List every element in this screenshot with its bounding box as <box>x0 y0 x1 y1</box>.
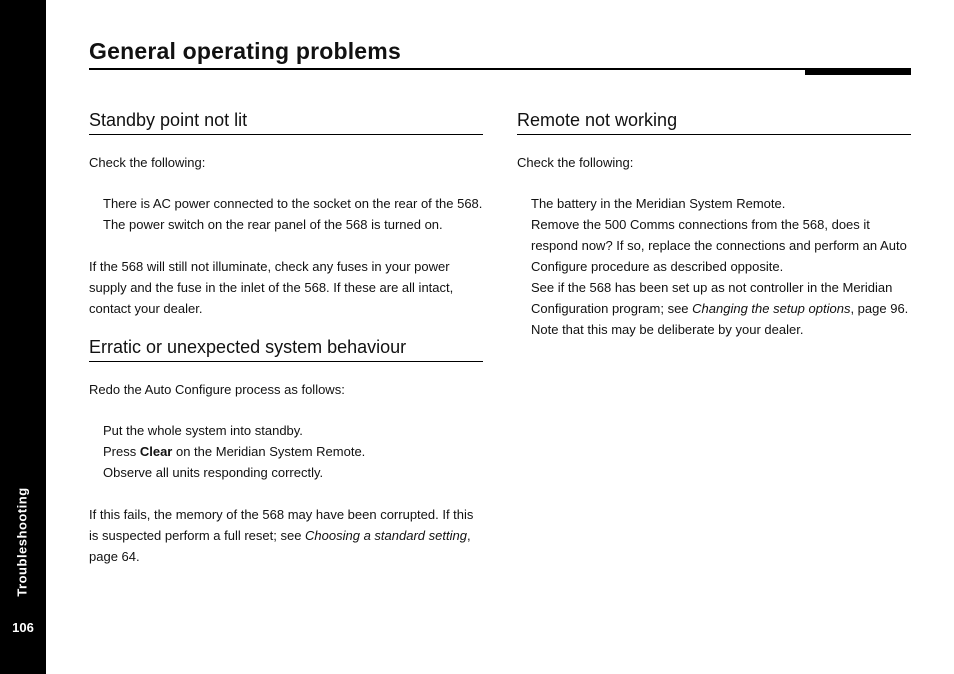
closing-text: , page 64. <box>89 528 471 564</box>
list-item <box>531 277 911 340</box>
clear-button-name: Clear <box>139 444 173 459</box>
erratic-intro: Redo the Auto Configure process as follows: <box>89 382 345 397</box>
list-item: Remove the 500 Comms connections from the 568, does it respond now? If so, replace the connections and perform an Auto Configure procedure as described opposite. <box>531 217 907 274</box>
title-rule <box>89 68 911 70</box>
page-number: 106 <box>12 620 34 635</box>
standby-heading: Standby point not lit <box>89 110 483 135</box>
list-item <box>103 441 483 462</box>
page-title: General operating problems <box>89 38 401 64</box>
title-rule-block <box>805 68 911 75</box>
cross-reference: Changing the setup options <box>692 301 851 316</box>
erratic-list <box>89 420 483 483</box>
list-item: The power switch on the rear panel of the 568 is turned on. <box>103 217 443 232</box>
list-item: The battery in the Meridian System Remote. <box>531 196 786 211</box>
standby-list <box>89 193 483 235</box>
item-text: , page 96. Note that this may be deliberate by your dealer. <box>531 301 909 337</box>
list-item: There is AC power connected to the socket on the rear of the 568. <box>103 196 483 211</box>
section-label: Troubleshooting <box>14 487 30 597</box>
left-column <box>89 110 483 567</box>
erratic-closing <box>89 504 483 567</box>
list-item: Observe all units responding correctly. <box>103 465 324 480</box>
erratic-heading: Erratic or unexpected system behaviour <box>89 337 483 362</box>
right-column <box>517 110 911 340</box>
item-text: See if the 568 has been set up as not controller in the Meridian Configuration program; see <box>531 280 893 316</box>
standby-intro: Check the following: <box>89 155 206 170</box>
cross-reference: Choosing a standard setting <box>305 528 467 543</box>
closing-text: If this fails, the memory of the 568 may have been corrupted. If this is suspected perform a full reset; see <box>89 507 474 543</box>
remote-heading: Remote not working <box>517 110 911 135</box>
sidebar <box>0 0 46 674</box>
remote-intro: Check the following: <box>517 155 634 170</box>
standby-closing: If the 568 will still not illuminate, check any fuses in your power supply and the fuse in the inlet of the 568. If these are all intact, contact your dealer. <box>89 259 454 316</box>
item-text: on the Meridian System Remote. <box>172 444 366 459</box>
list-item: Put the whole system into standby. <box>103 423 303 438</box>
item-text: Press <box>103 444 140 459</box>
remote-list <box>517 193 911 340</box>
